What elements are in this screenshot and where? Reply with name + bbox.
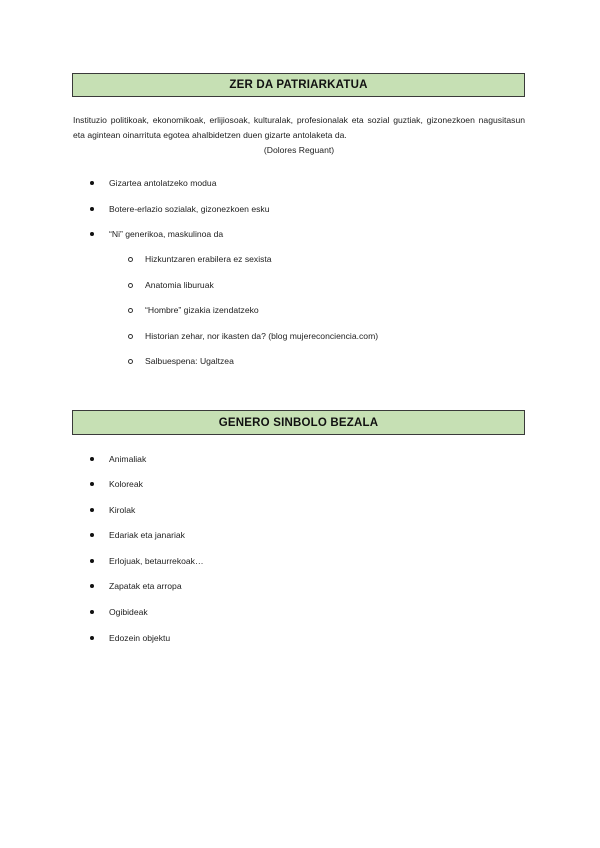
list-item-text: Edariak eta janariak bbox=[109, 530, 185, 540]
bullet-circle-icon bbox=[128, 334, 133, 339]
bullet-dot-icon bbox=[90, 636, 94, 640]
list-item-text: Kirolak bbox=[109, 505, 136, 515]
list-item-text: Zapatak eta arropa bbox=[109, 581, 182, 591]
bullet-dot-icon bbox=[90, 207, 94, 211]
list-item-text: Salbuespena: Ugaltzea bbox=[145, 356, 234, 366]
bullet-dot-icon bbox=[90, 533, 94, 537]
list-item-text: Hizkuntzaren erabilera ez sexista bbox=[145, 254, 272, 264]
list-item-text: Koloreak bbox=[109, 479, 143, 489]
bullet-dot-icon bbox=[90, 610, 94, 614]
bullet-dot-icon bbox=[90, 232, 94, 236]
bullet-dot-icon bbox=[90, 508, 94, 512]
section-title: GENERO SINBOLO BEZALA bbox=[218, 416, 379, 429]
list-item-text: Erlojuak, betaurrekoak… bbox=[109, 556, 204, 566]
section-heading-patriarkatua bbox=[72, 73, 525, 97]
bullet-circle-icon bbox=[128, 257, 133, 262]
list-item-text: “Ni” generikoa, maskulinoa da bbox=[109, 229, 224, 239]
list-item-text: “Hombre” gizakia izendatzeko bbox=[145, 305, 259, 315]
bullet-dot-icon bbox=[90, 457, 94, 461]
bullet-dot-icon bbox=[90, 181, 94, 185]
bullet-circle-icon bbox=[128, 308, 133, 313]
bullet-circle-icon bbox=[128, 359, 133, 364]
list-item-text: Anatomia liburuak bbox=[145, 280, 214, 290]
section-heading-genero bbox=[72, 410, 525, 435]
definition-paragraph: Instituzio politikoak, ekonomikoak, erlijiosoak, kulturalak, profesionalak eta sozial guztiak, gizonezkoen nagusitasun eta agintean oinarrituta egotea ahalbidetzen duen gizarte antolaketa da. bbox=[73, 115, 525, 140]
list-item-text: Gizartea antolatzeko modua bbox=[109, 178, 217, 188]
list-item-text: Animaliak bbox=[109, 454, 147, 464]
bullet-dot-icon bbox=[90, 584, 94, 588]
list-item-text: Botere-erlazio sozialak, gizonezkoen esku bbox=[109, 204, 270, 214]
list-item-text: Historian zehar, nor ikasten da? (blog mujereconciencia.com) bbox=[145, 331, 379, 341]
attribution: (Dolores Reguant) bbox=[263, 145, 335, 155]
bullet-dot-icon bbox=[90, 559, 94, 563]
bullet-circle-icon bbox=[128, 283, 133, 288]
list-item-text: Ogibideak bbox=[109, 607, 148, 617]
list-item-text: Edozein objektu bbox=[109, 633, 171, 643]
bullet-dot-icon bbox=[90, 482, 94, 486]
section-title: ZER DA PATRIARKATUA bbox=[229, 79, 368, 91]
